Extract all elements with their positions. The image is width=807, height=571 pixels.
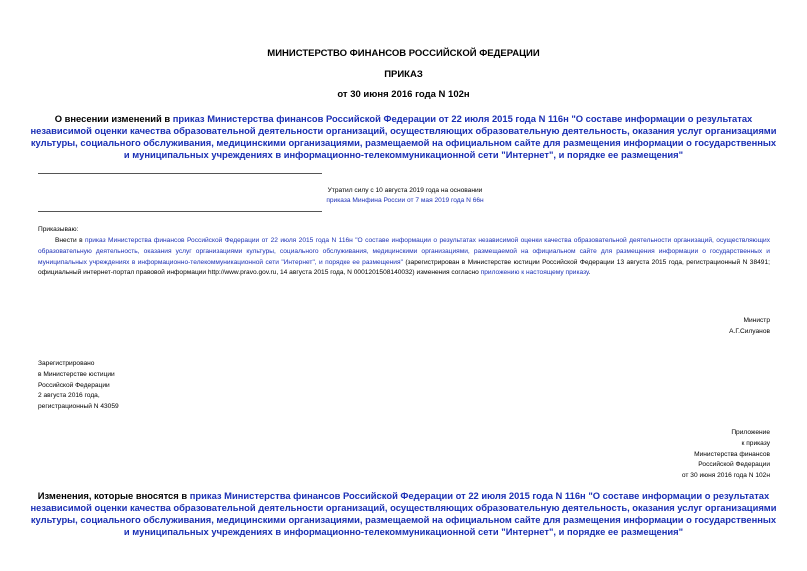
signature-block xyxy=(729,316,770,338)
appendix-ref-line: от 30 июня 2016 года N 102н xyxy=(681,472,770,480)
appendix-ref-line: Министерства финансов xyxy=(694,450,770,458)
changes-title-link[interactable]: приказ Министерства финансов Российской Федерации от 22 июля 2015 года N 116н "О составе информации о результатах независимой оценки качества образовательной деятельности организаций, осуществляющих образовательную деятельность, оказания услуг организациями культуры, социального обслуживания, медицинскими организациями, размещаемой на официальном сайте для размещения информации о государственных и муниципальных учреждениях в информационно-телекоммуникационной сети "Интернет", и порядке ее размещения" xyxy=(30,490,777,537)
order-title-prefix: О внесении изменений в xyxy=(54,113,173,124)
paragraph-end: . xyxy=(588,269,591,277)
registration-line: в Министерстве юстиции xyxy=(38,370,115,378)
order-title xyxy=(30,113,777,161)
paragraph-link-appendix[interactable]: приложению к настоящему приказу xyxy=(480,269,589,277)
signature-position: Министр xyxy=(743,317,770,324)
signature-name: А.Г.Силуанов xyxy=(729,327,770,335)
doc-type-heading: ПРИКАЗ xyxy=(384,69,423,80)
ministry-heading: МИНИСТЕРСТВО ФИНАНСОВ РОССИЙСКОЙ ФЕДЕРАЦИИ xyxy=(267,48,540,59)
divider-bottom xyxy=(38,211,322,212)
changes-title-prefix: Изменения, которые вносятся в xyxy=(37,490,190,501)
divider-top xyxy=(38,173,322,174)
changes-title xyxy=(30,490,777,538)
order-paragraph xyxy=(38,236,770,279)
order-title-link[interactable]: приказ Министерства финансов Российской Федерации от 22 июля 2015 года N 116н "О составе информации о результатах независимой оценки качества образовательной деятельности организаций, осуществляющих образовательную деятельность, оказания услуг организациями культуры, социального обслуживания, медицинскими организациями, размещаемой на официальном сайте для размещения информации о государственных и муниципальных учреждениях в информационно-телекоммуникационной сети "Интернет", и порядке ее размещения" xyxy=(30,113,777,160)
appendix-ref-line: Приложение xyxy=(731,429,770,436)
status-note-text: Утратил силу с 10 августа 2019 года на основании xyxy=(327,187,483,194)
registration-block xyxy=(38,359,119,413)
appendix-ref-line: к приказу xyxy=(741,439,770,447)
paragraph-prefix: Внести в xyxy=(55,237,86,244)
registration-line: регистрационный N 43059 xyxy=(38,403,119,411)
doc-date-number: от 30 июня 2016 года N 102н xyxy=(337,89,470,100)
appendix-ref-block xyxy=(682,428,770,482)
paragraph-middle: (зарегистрирован в Министерстве юстиции Российской Федерации 13 августа 2015 года, регистрационный N 38491; официальный интернет-портал правовой информации http://www.pravo.gov.ru, 14 августа 2015 года, N 0001201508140032) изменения согласно xyxy=(38,258,770,277)
order-word: Приказываю: xyxy=(38,226,79,233)
appendix-ref-line: Российской Федерации xyxy=(698,461,770,469)
registration-line: 2 августа 2016 года, xyxy=(38,392,100,400)
paragraph-link-order[interactable]: приказ Министерства финансов Российской Федерации от 22 июля 2015 года N 116н "О составе информации о результатах независимой оценки качества образовательной деятельности организаций, осуществляющих образовательную деятельность, оказания услуг организациями культуры, социального обслуживания, медицинскими организациями, размещаемой на официальном сайте для размещения информации о государственных и муниципальных учреждениях в информационно-телекоммуникационной сети "Интернет", и порядке ее размещения" xyxy=(38,237,770,266)
registration-line: Зарегистрировано xyxy=(38,360,95,367)
status-note xyxy=(240,186,570,206)
registration-line: Российской Федерации xyxy=(38,381,110,389)
status-note-link[interactable]: приказа Минфина России от 7 мая 2019 года N 66н xyxy=(326,197,484,204)
